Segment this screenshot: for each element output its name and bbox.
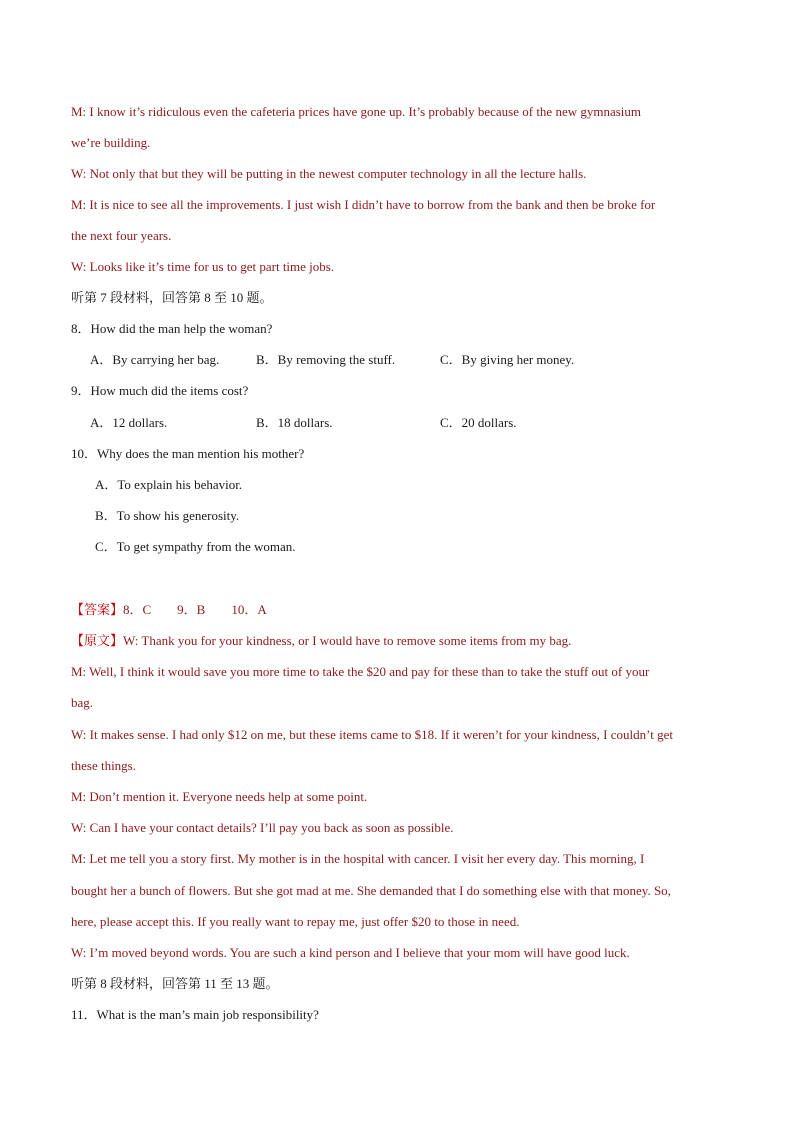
- option-c: C．To get sympathy from the woman.: [95, 539, 296, 554]
- question-stem: 9．How much did the items cost?: [71, 383, 249, 398]
- section-instruction: 听第 7 段材料，回答第 8 至 10 题。: [71, 290, 273, 305]
- option-a: A．By carrying her bag.: [90, 352, 220, 367]
- original-line: [71, 633, 571, 649]
- option-b: B．By removing the stuff.: [256, 352, 396, 367]
- transcript-line: the next four years.: [71, 228, 172, 243]
- transcript-line: W: It makes sense. I had only $12 on me, but these items came to $18. If it weren’t for your kindness, I couldn’t get: [71, 727, 673, 742]
- option-b: B．To show his generosity.: [95, 508, 240, 523]
- transcript-line: W: I’m moved beyond words. You are such a kind person and I believe that your mom will have good luck.: [71, 945, 630, 960]
- transcript-line: bag.: [71, 695, 94, 710]
- transcript-line: M: Let me tell you a story first. My mother is in the hospital with cancer. I visit her every day. This morning, I: [71, 851, 645, 866]
- transcript-line: M: I know it’s ridiculous even the cafeteria prices have gone up. It’s probably because of the new gymnasium: [71, 104, 642, 119]
- section-instruction: 听第 8 段材料，回答第 11 至 13 题。: [71, 976, 279, 991]
- transcript-line: M: Well, I think it would save you more time to take the $20 and pay for these than to take the stuff out of your: [71, 664, 650, 679]
- question-stem: 11．What is the man’s main job responsibility?: [71, 1007, 319, 1022]
- transcript-line: W: Thank you for your kindness, or I would have to remove some items from my bag.: [123, 633, 572, 648]
- transcript-line: bought her a bunch of flowers. But she got mad at me. She demanded that I do something else with that money. So,: [71, 883, 671, 898]
- option-b: B．18 dollars.: [256, 415, 333, 430]
- original-label: 【原文】: [71, 633, 124, 648]
- option-c: C．By giving her money.: [440, 352, 575, 367]
- transcript-line: M: It is nice to see all the improvements. I just wish I didn’t have to borrow from the bank and then be broke for: [71, 197, 656, 212]
- transcript-line: these things.: [71, 758, 136, 773]
- option-a: A．12 dollars.: [90, 415, 168, 430]
- answer-line: [71, 602, 267, 618]
- question-stem: 8．How did the man help the woman?: [71, 321, 273, 336]
- answer-text: 8．C 9．B 10．A: [123, 602, 267, 617]
- option-a: A．To explain his behavior.: [95, 477, 243, 492]
- transcript-line: W: Not only that but they will be putting in the newest computer technology in all the lecture halls.: [71, 166, 587, 181]
- transcript-line: W: Looks like it’s time for us to get part time jobs.: [71, 259, 335, 274]
- transcript-line: W: Can I have your contact details? I’ll pay you back as soon as possible.: [71, 820, 454, 835]
- transcript-line: here, please accept this. If you really want to repay me, just offer $20 to those in need.: [71, 914, 520, 929]
- question-stem: 10．Why does the man mention his mother?: [71, 446, 305, 461]
- option-c: C．20 dollars.: [440, 415, 517, 430]
- transcript-line: M: Don’t mention it. Everyone needs help at some point.: [71, 789, 368, 804]
- transcript-line: we’re building.: [71, 135, 151, 150]
- answer-label: 【答案】: [71, 602, 124, 617]
